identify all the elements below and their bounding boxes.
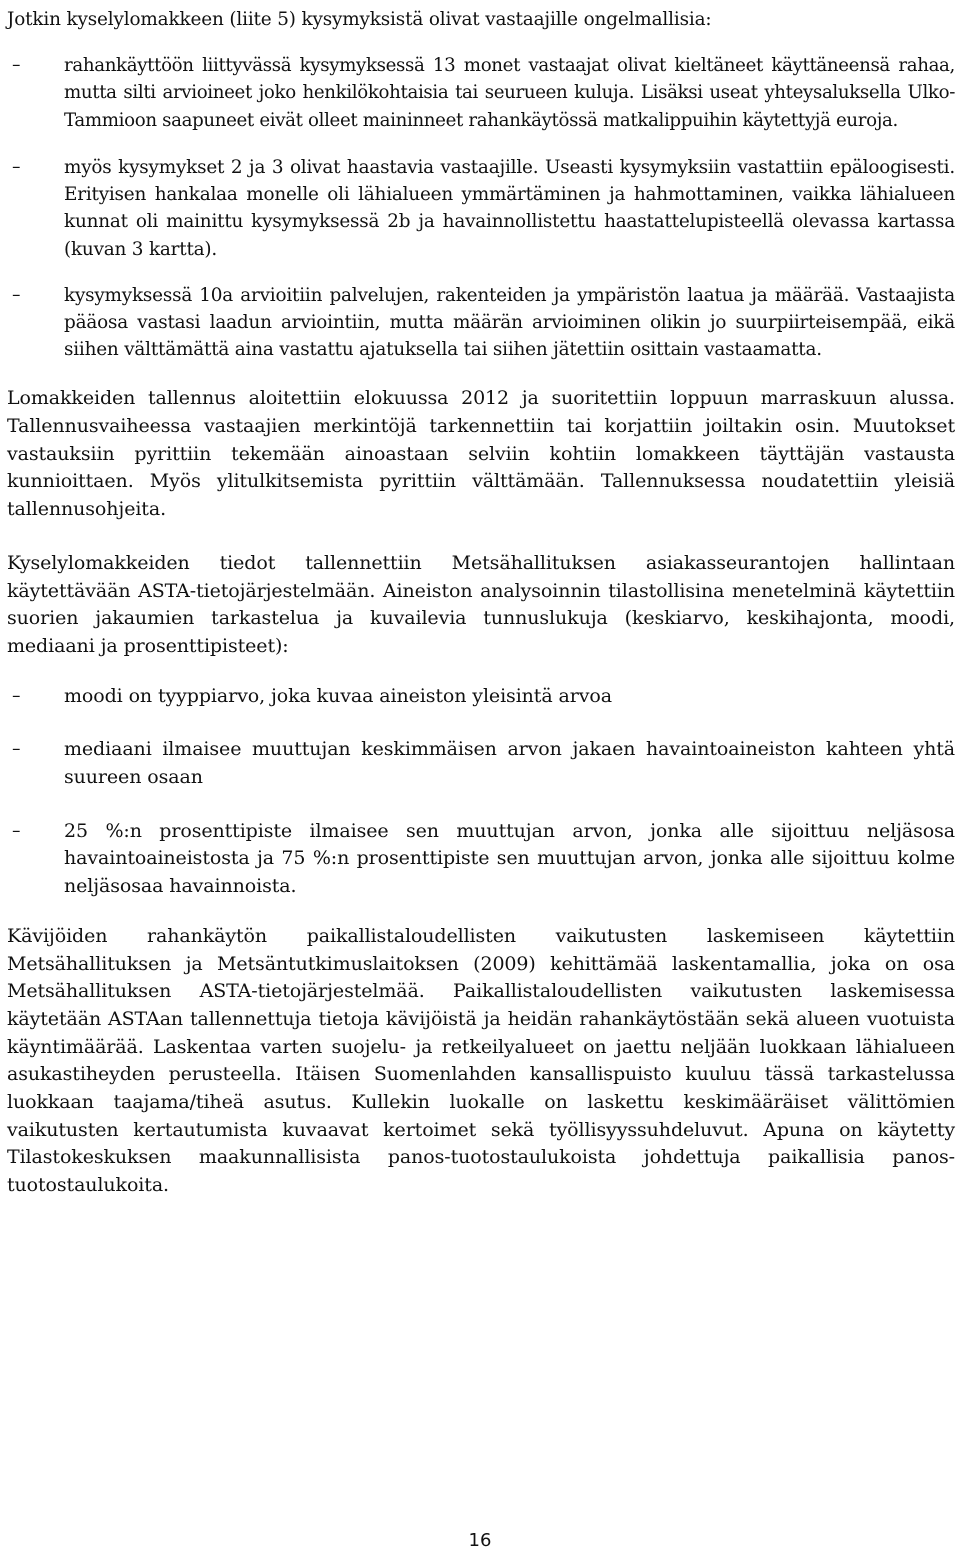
document-page: [7, 0, 955, 1200]
list-item: [7, 683, 955, 711]
dash-bullet-icon: –: [12, 156, 21, 177]
page-number: 16: [468, 1530, 492, 1551]
list-item-text: moodi on tyyppiarvo, joka kuvaa aineiston yleisintä arvoa: [64, 684, 612, 707]
dash-bullet-icon: –: [12, 54, 21, 75]
list-item: [7, 154, 955, 263]
list-item-text: kysymyksessä 10a arvioitiin palvelujen, rakenteiden ja ympäristön laatua ja määrää. Vastaajista pääosa vastasi laadun arviointiin, mutta määrän arvioiminen olikin jo suurpiirteisempää, eikä siihen välttämättä aina vastattu ajatuksella tai siihen jätettiin osittain vastaamatta.: [64, 284, 955, 361]
list-item-text: rahankäyttöön liittyvässä kysymyksessä 13 monet vastaajat olivat kieltäneet käyttäneensä rahaa, mutta silti arvioineet joko henkilökohtaisia tai seurueen kuluja. Lisäksi useat yhteysaluksella Ulko-Tammioon saapuneet eivät olleet maininneet rahankäytössä matkalippuihin käytettyjä euroja.: [64, 54, 955, 132]
intro-sentence: Jotkin kyselylomakkeen (liite 5) kysymyksistä olivat vastaajille ongelmallisia:: [7, 9, 712, 30]
paragraph-impact: Kävijöiden rahankäytön paikallistaloudellisten vaikutusten laskemiseen käytettiin Metsähallituksen ja Metsäntutkimuslaitoksen (2009) kehittämää laskentamallia, joka on osa Metsähallituksen ASTA-tietojärjestelmää. Paikallistaloudellisten vaikutusten laskemisessa käytetään ASTAan tallennettuja tietoja kävijöistä ja heidän rahankäytöstään sekä alueen vuotuista käyntimäärää. Laskentaa varten suojelu- ja retkeilyalueet on jaettu neljään luokkaan lähialueen asukastiheyden perusteella. Itäisen Suomenlahden kansallispuisto kuuluu tässä tarkastelussa luokkaan taajama/tiheä asutus. Kullekin luokalle on laskettu keskimääräiset välittömien vaikutusten kertautumista kuvaavat kertoimet sekä työllisyyssuhdeluvut. Apuna on käytetty Tilastokeskuksen maakunnallisista panos-tuotostaulukoista johdettuja paikallisia panos-tuotostaulukoita.: [7, 924, 955, 1197]
dash-bullet-icon: –: [12, 739, 21, 760]
list-item: [7, 282, 955, 364]
paragraph-saving: Lomakkeiden tallennus aloitettiin elokuussa 2012 ja suoritettiin loppuun marraskuun alussa. Tallennusvaiheessa vastaajien merkintöjä tarkennettiin tai korjattiin joiltakin osin. Muutokset vastauksiin pyrittiin tekemään ainoastaan selviin kohtiin lomakkeen täyttäjän vastausta kunnioittaen. Myös ylitulkitsemista pyrittiin välttämään. Tallennuksessa noudatettiin yleisiä tallennusohjeita.: [7, 387, 955, 521]
statistics-list: [7, 683, 955, 901]
list-item-text: mediaani ilmaisee muuttujan keskimmäisen arvon jakaen havaintoaineiston kahteen yhtä suureen osaan: [64, 738, 955, 789]
dash-bullet-icon: –: [12, 685, 21, 706]
dash-bullet-icon: –: [12, 820, 21, 841]
dash-bullet-icon: –: [12, 284, 21, 305]
list-item-text: myös kysymykset 2 ja 3 olivat haastavia vastaajille. Useasti kysymyksiin vastattiin epäloogisesti. Erityisen hankalaa monelle oli lähialueen ymmärtäminen ja hahmottaminen, vaikka lähialueen kunnat oli mainittu kysymyksessä 2b ja havainnollistettu haastattelupisteellä olevassa kartassa (kuvan 3 kartta).: [64, 156, 955, 260]
list-item: [7, 736, 955, 791]
list-item-text: 25 %:n prosenttipiste ilmaisee sen muuttujan arvon, jonka alle sijoittuu neljäsosa havaintoaineistosta ja 75 %:n prosenttipiste sen muuttujan arvon, jonka alle sijoittuu kolme neljäsosaa havainnoista.: [64, 819, 955, 898]
paragraph-analysis: Kyselylomakkeiden tiedot tallennettiin Metsähallituksen asiakasseurantojen hallintaan käytettävään ASTA-tietojärjestelmään. Aineiston analysoinnin tilastollisina menetelminä käytettiin suorien jakaumien tarkastelua ja kuvailevia tunnuslukuja (keskiarvo, keskihajonta, moodi, mediaani ja prosenttipisteet):: [7, 551, 955, 657]
list-item: [7, 52, 955, 135]
list-item: [7, 818, 955, 901]
problem-list: [7, 52, 955, 364]
